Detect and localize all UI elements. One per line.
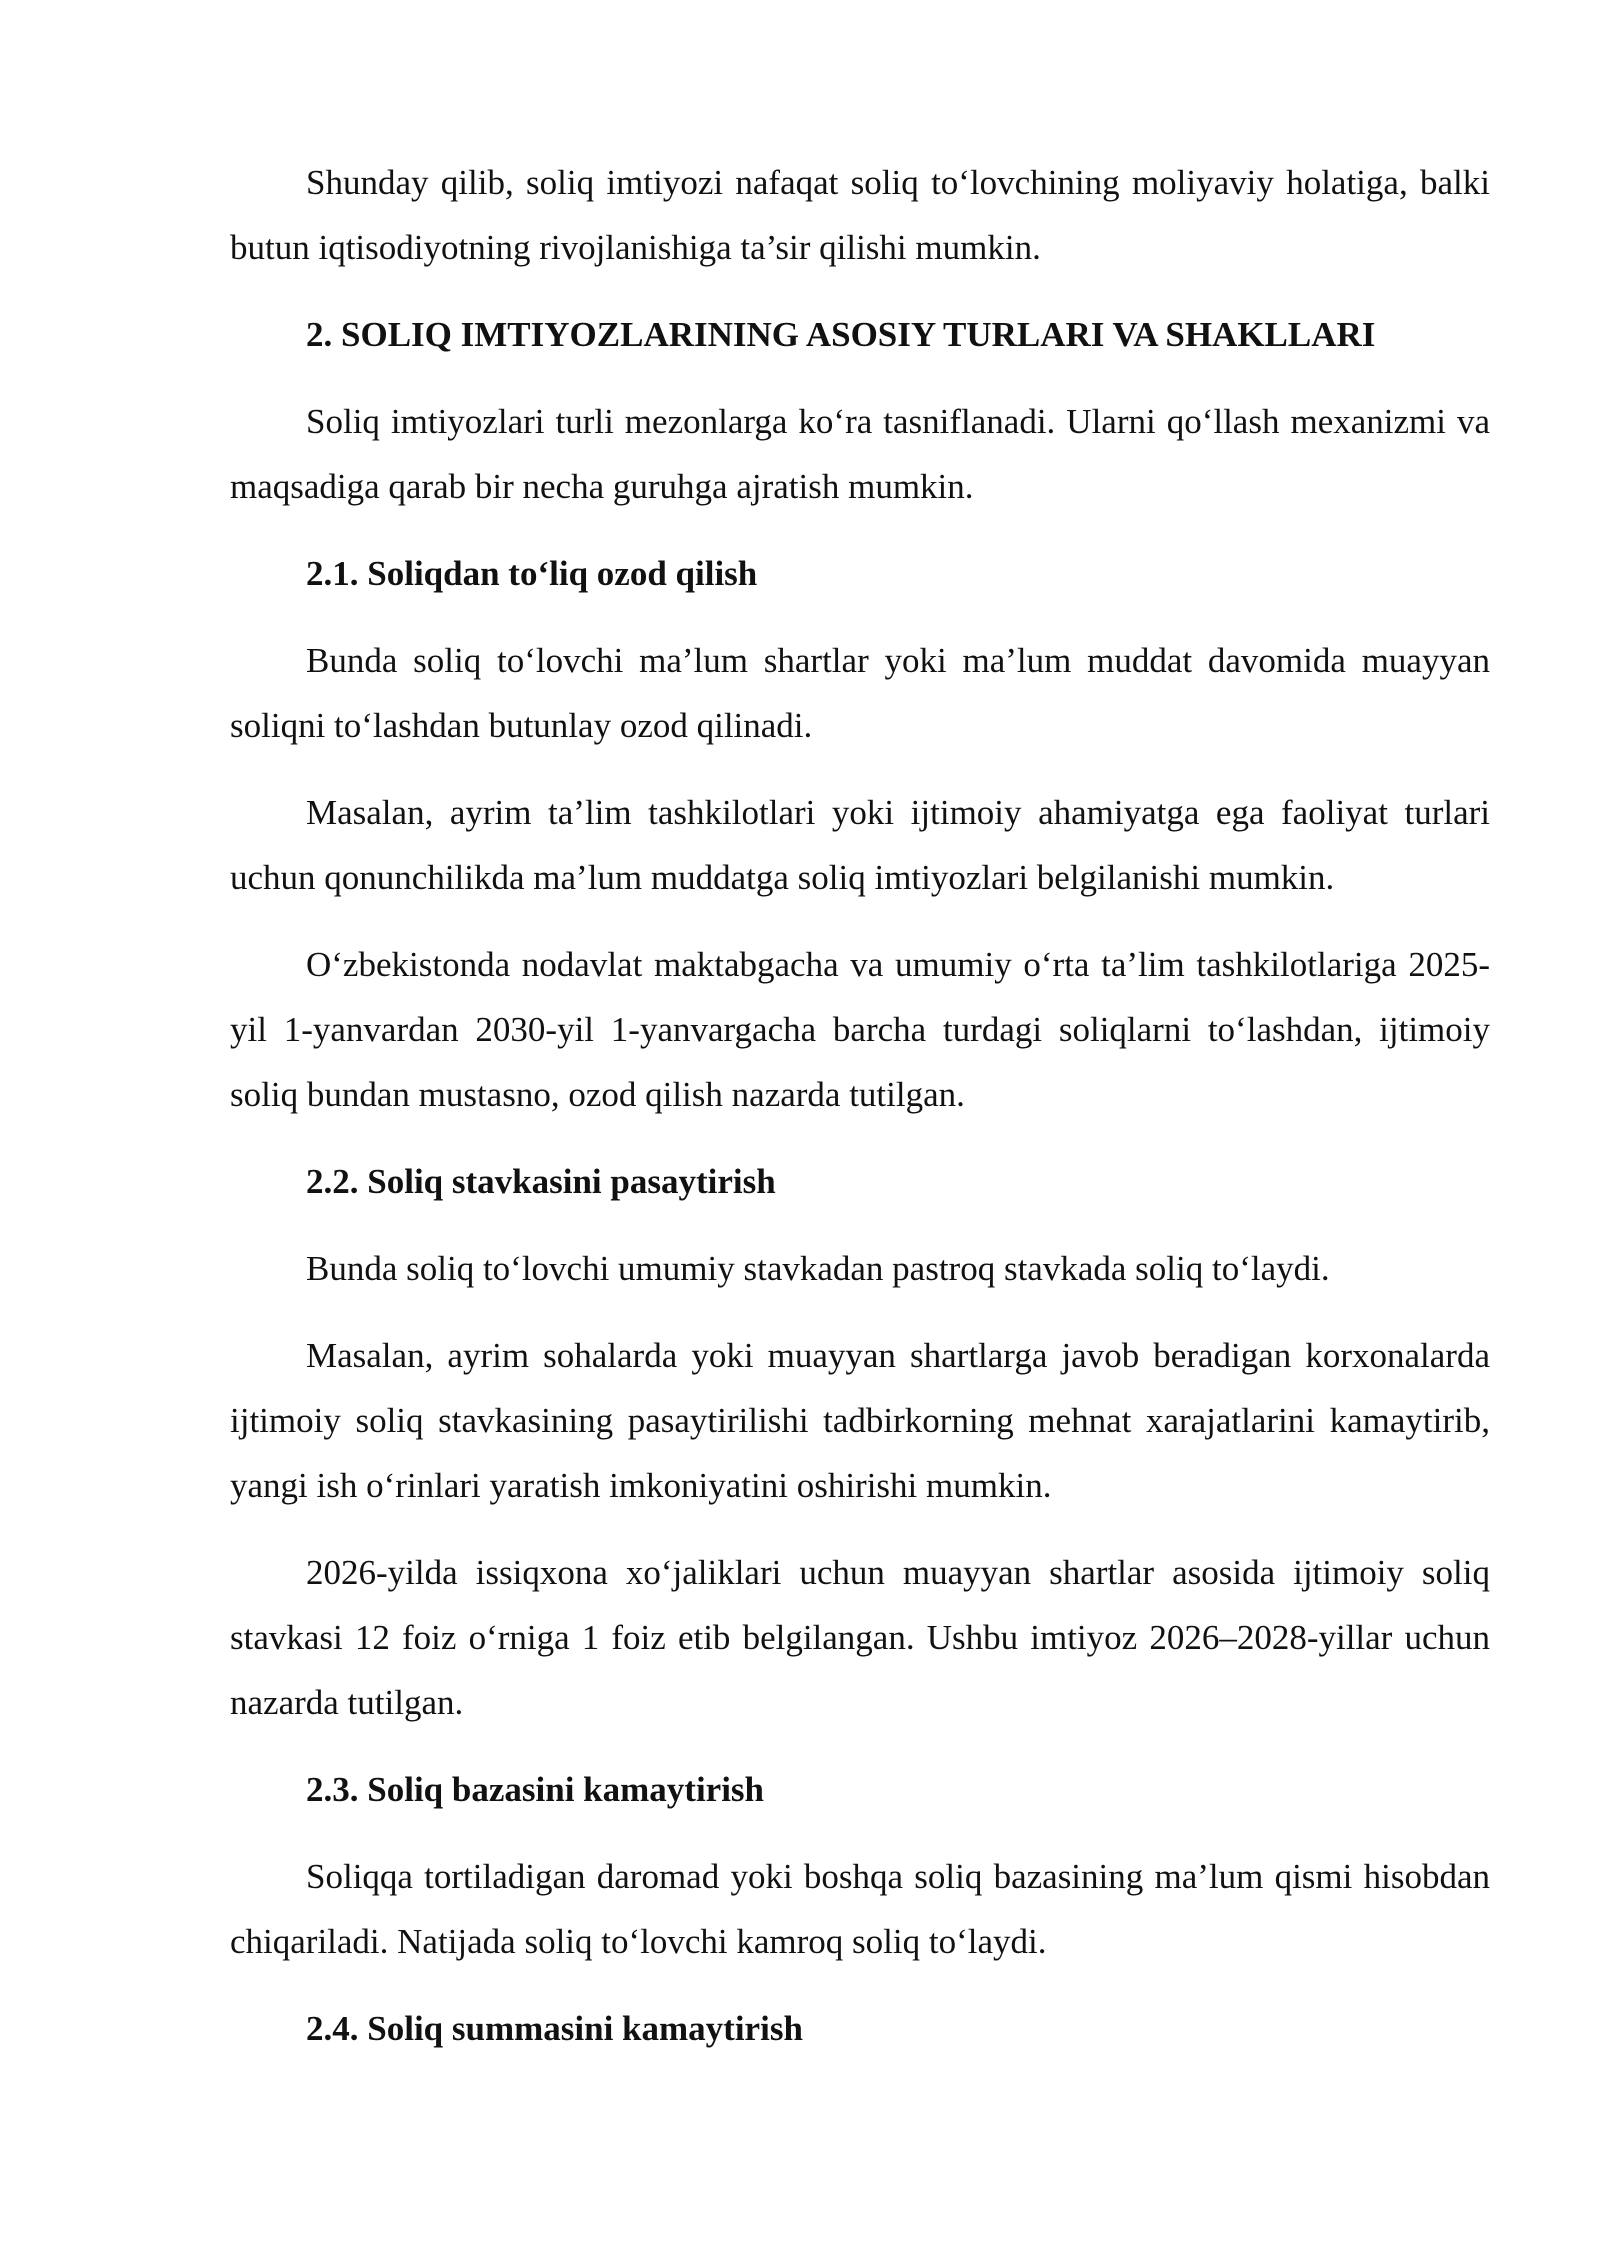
section-heading-2: 2. SOLIQ IMTIYOZLARINING ASOSIY TURLARI VA SHAKLLARI bbox=[306, 315, 1376, 354]
paragraph-greenhouse-rate: 2026-yilda issiqxona xo‘jaliklari uchun muayyan shartlar asosida ijtimoiy soliq stavkasi 12 foiz o‘rniga 1 foiz etib belgilangan. Ushbu imtiyoz 2026–2028-yillar uchun nazarda tutilgan. bbox=[230, 1553, 1490, 1722]
paragraph-reduced-rate: Bunda soliq to‘lovchi umumiy stavkadan pastroq stavkada soliq to‘laydi. bbox=[306, 1249, 1330, 1288]
subsection-heading-2-2: 2.2. Soliq stavkasini pasaytirish bbox=[306, 1162, 776, 1201]
subsection-heading-2-3: 2.3. Soliq bazasini kamaytirish bbox=[306, 1770, 765, 1809]
subsection-heading-2-1: 2.1. Soliqdan to‘liq ozod qilish bbox=[306, 554, 758, 593]
paragraph-tax-base: Soliqqa tortiladigan daromad yoki boshqa soliq bazasining ma’lum qismi hisobdan chiqariladi. Natijada soliq to‘lovchi kamroq soliq to‘laydi. bbox=[230, 1857, 1490, 1961]
paragraph-full-exemption: Bunda soliq to‘lovchi ma’lum shartlar yoki ma’lum muddat davomida muayyan soliqni to‘lashdan butunlay ozod qilinadi. bbox=[230, 641, 1490, 745]
paragraph-classification: Soliq imtiyozlari turli mezonlarga ko‘ra tasniflanadi. Ularni qo‘llash mexanizmi va maqsadiga qarab bir necha guruhga ajratish mumkin. bbox=[230, 402, 1490, 506]
paragraph-exemption-example: Masalan, ayrim ta’lim tashkilotlari yoki ijtimoiy ahamiyatga ega faoliyat turlari uchun qonunchilikda ma’lum muddatga soliq imtiyozlari belgilanishi mumkin. bbox=[230, 793, 1490, 897]
paragraph-reduced-rate-example: Masalan, ayrim sohalarda yoki muayyan shartlarga javob beradigan korxonalarda ijtimoiy soliq stavkasining pasaytirilishi tadbirkorning mehnat xarajatlarini kamaytirib, yangi ish o‘rinlari yaratish imkoniyatini oshirishi mumkin. bbox=[230, 1336, 1490, 1505]
paragraph-uzbekistan-education: O‘zbekistonda nodavlat maktabgacha va umumiy o‘rta ta’lim tashkilotlariga 2025-yil 1-yanvardan 2030-yil 1-yanvargacha barcha turdagi soliqlarni to‘lashdan, ijtimoiy soliq bundan mustasno, ozod qilish nazarda tutilgan. bbox=[230, 945, 1490, 1114]
subsection-heading-2-4: 2.4. Soliq summasini kamaytirish bbox=[306, 2009, 803, 2048]
paragraph-intro-conclusion: Shunday qilib, soliq imtiyozi nafaqat soliq to‘lovchining moliyaviy holatiga, balki butun iqtisodiyotning rivojlanishiga ta’sir qilishi mumkin. bbox=[230, 163, 1490, 267]
document-body bbox=[230, 150, 1490, 2083]
